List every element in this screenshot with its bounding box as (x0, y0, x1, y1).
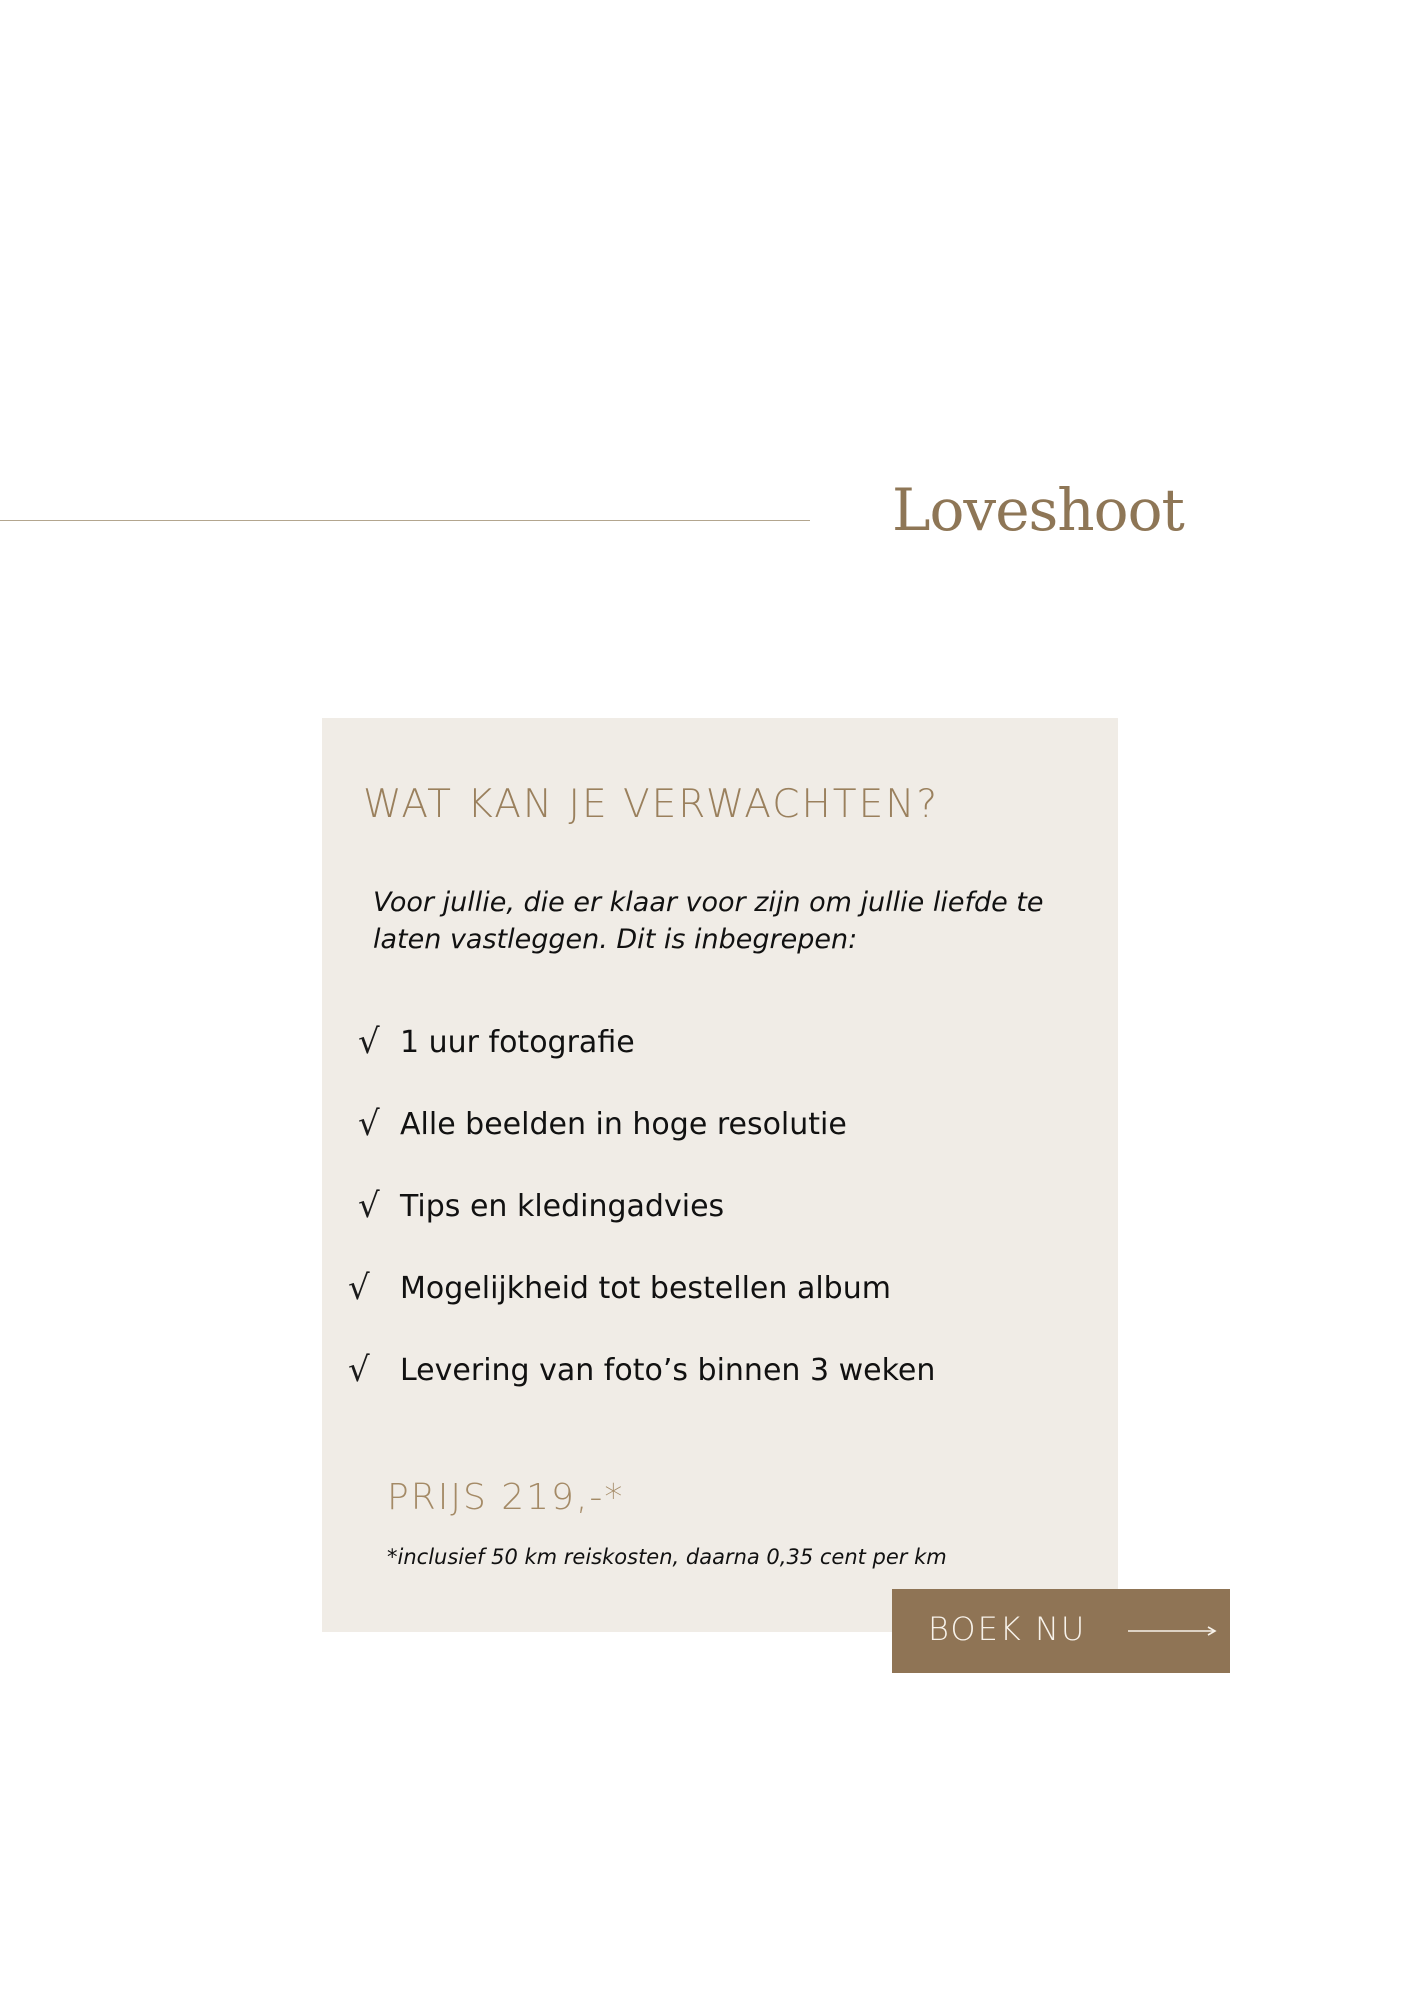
feature-label: Tips en kledingadvies (400, 1189, 725, 1224)
feature-label: 1 uur fotografie (400, 1025, 635, 1060)
title-divider (0, 520, 810, 521)
feature-label: Alle beelden in hoge resolutie (400, 1107, 847, 1142)
panel-heading: WAT KAN JE VERWACHTEN? (363, 782, 940, 827)
page-title: Loveshoot (892, 476, 1184, 544)
check-icon: √ (348, 1268, 370, 1308)
price-label: PRIJS 219,-* (387, 1477, 625, 1518)
arrow-right-icon (1128, 1623, 1218, 1639)
feature-label: Mogelijkheid tot bestellen album (400, 1271, 891, 1306)
check-icon: √ (348, 1350, 370, 1390)
intro-text: Voor jullie, die er klaar voor zijn om jullie liefde te laten vastleggen. Dit is inbegrepen: (373, 887, 1044, 955)
check-icon: √ (358, 1022, 380, 1062)
feature-label: Levering van foto’s binnen 3 weken (400, 1353, 936, 1388)
book-now-label: BOEK NU (928, 1610, 1087, 1648)
check-icon: √ (358, 1104, 380, 1144)
check-icon: √ (358, 1186, 380, 1226)
book-now-button[interactable] (892, 1589, 1230, 1673)
travel-cost-note: *inclusief 50 km reiskosten, daarna 0,35 cent per km (387, 1545, 947, 1569)
